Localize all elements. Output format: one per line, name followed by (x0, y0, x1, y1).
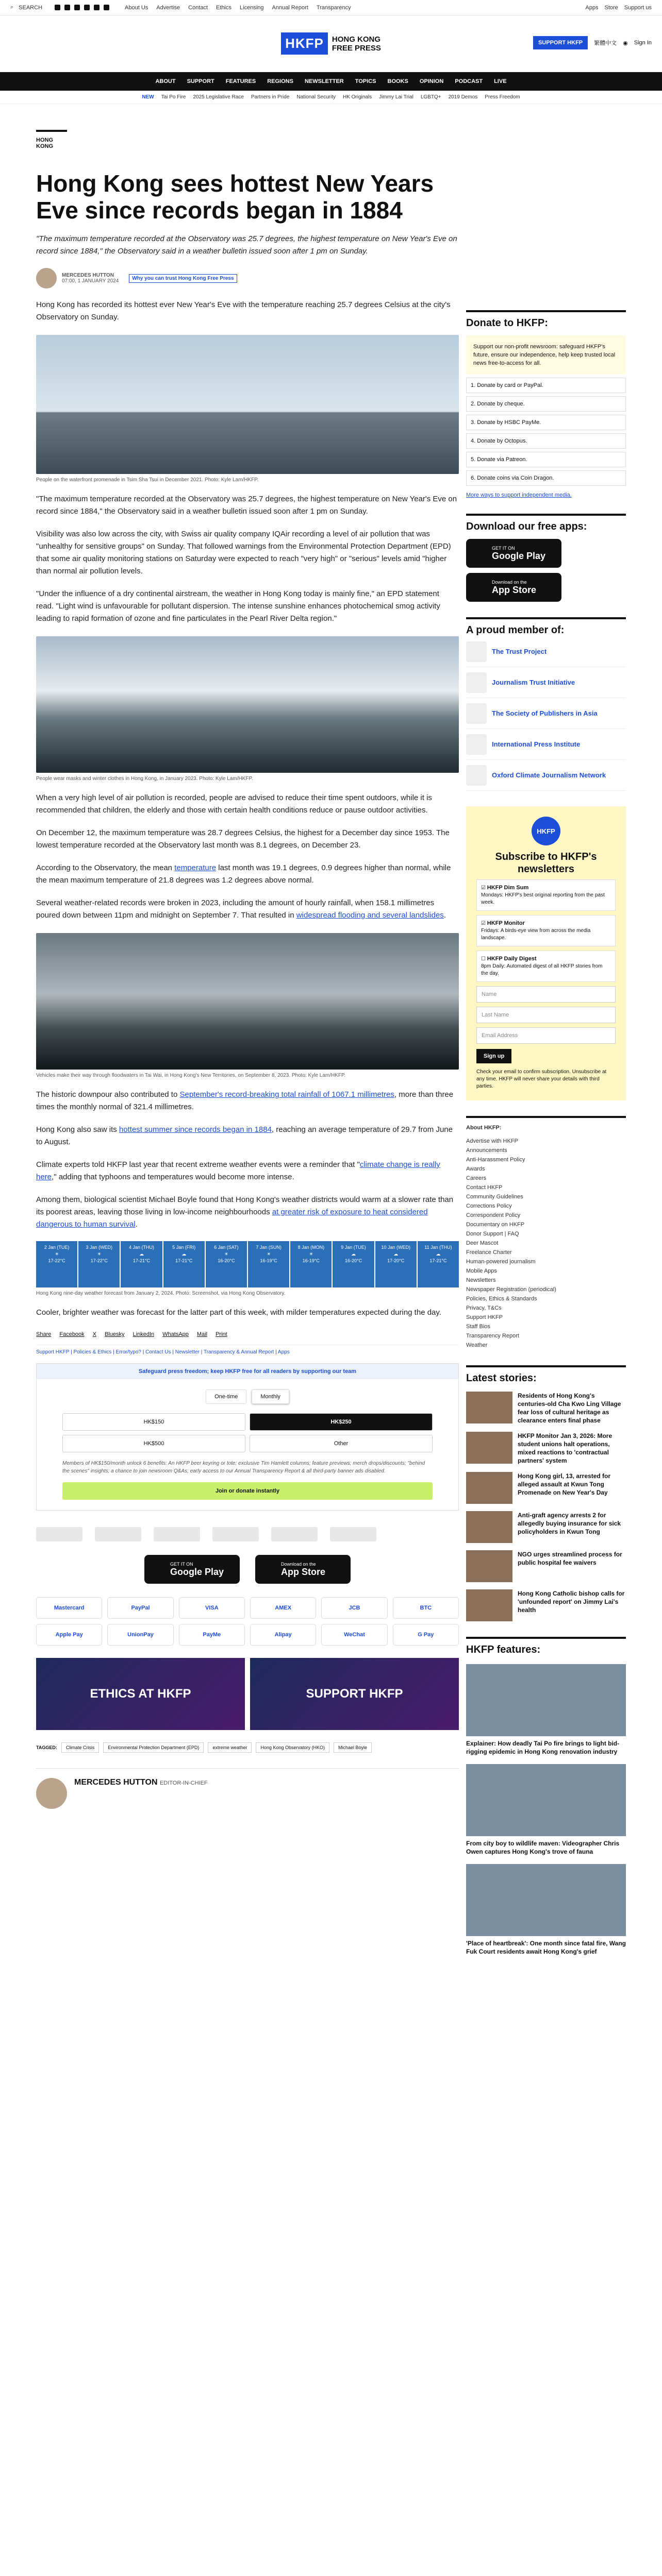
donation-header[interactable]: Safeguard press freedom; keep HKFP free for all readers by supporting our team (37, 1364, 458, 1379)
about-link[interactable]: Documentary on HKFP (466, 1222, 525, 1228)
about-link[interactable]: Announcements (466, 1147, 507, 1154)
latest-headline: NGO urges streamlined process for public hospital fee waivers (518, 1551, 622, 1566)
subnav-item[interactable]: Partners in Pride (251, 94, 290, 100)
publish-date: 07:00, 1 JANUARY 2024 (62, 278, 119, 284)
flood-photo (36, 933, 459, 1070)
subnav-item[interactable]: Jimmy Lai Trial (379, 94, 413, 100)
member-name: Journalism Trust Initiative (492, 679, 575, 686)
option-desc: Mondays: HKFP's best original reporting from the past week. (481, 892, 605, 905)
nav-books[interactable]: BOOKS (387, 78, 408, 84)
paragraph (36, 862, 459, 887)
latest-stories (466, 1365, 626, 1621)
member-logo-icon (466, 641, 487, 662)
about-link[interactable]: Privacy, T&Cs (466, 1305, 502, 1311)
more-ways-link[interactable]: More ways to support independent media. (466, 492, 572, 498)
paragraph: Visibility was also low across the city, with Swiss air quality company IQAir recording a level of air pollution that was "unhealthy for sensitive groups" on Sunday. That followed warnings from the Environmental Protection Department (EPD) that some air quality monitoring stations on Saturday were expected to reach "very high" or "serious" levels amid "higher than normal air pollution levels. (36, 530, 451, 575)
waterfront-photo (36, 335, 459, 474)
about-link[interactable]: Policies, Ethics & Standards (466, 1296, 537, 1302)
forecast-day: 8 Jan (MON) ☀ 16-19°C (290, 1241, 332, 1287)
latest-headline: HKFP Monitor Jan 3, 2026: More student unions halt operations, mixed reactions to 'contractual partners' system (518, 1432, 613, 1464)
share-mail[interactable]: Mail (196, 1331, 208, 1337)
about-link[interactable]: Corrections Policy (466, 1203, 512, 1209)
x-icon[interactable] (64, 5, 70, 10)
forecast-day: 6 Jan (SAT) ☀ 16-20°C (206, 1241, 247, 1287)
app-store-button[interactable] (255, 1555, 351, 1584)
latest-headline: Residents of Hong Kong's centuries-old Cha Kwo Ling Village fear loss of cultural heritage as clearance enters final phase (518, 1392, 621, 1424)
tag[interactable]: extreme weather (208, 1742, 252, 1753)
store-name: App Store (281, 1566, 326, 1577)
about-link[interactable]: Human-powered journalism (466, 1259, 536, 1265)
weather-forecast (36, 1241, 459, 1287)
about-list (466, 1116, 626, 1350)
paragraph: On December 12, the maximum temperature was 28.7 degrees Celsius, the highest for a December day since 1953. The lowest temperature recorded at the Observatory last month was 8.1 degrees, on December 23. (36, 828, 450, 850)
feature-item[interactable] (466, 1864, 626, 1956)
donation-box (36, 1363, 459, 1511)
about-link[interactable]: Weather (466, 1342, 488, 1348)
topbar-annual-report[interactable]: Annual Report (272, 4, 308, 11)
top-utility-bar (0, 0, 662, 15)
forecast-temp: 16-20°C (344, 1258, 362, 1263)
nav-topics[interactable]: TOPICS (355, 78, 376, 84)
text: Climate experts told HKFP last year that recent extreme weather events were a reminder that " (36, 1160, 360, 1169)
topbar-licensing[interactable]: Licensing (240, 4, 264, 11)
share-x[interactable]: X (92, 1331, 97, 1337)
inline-link[interactable]: at greater risk of exposure to heat considered dangerous to human survival (36, 1208, 428, 1229)
share-facebook[interactable]: Facebook (59, 1331, 85, 1337)
facebook-icon[interactable] (55, 5, 60, 10)
tab-one-time[interactable]: One-time (206, 1389, 246, 1404)
newsletter-title: Subscribe to HKFP's newsletters (495, 851, 597, 875)
feature-headline: Explainer: How deadly Tai Po fire brings to light bid-rigging epidemic in Hong Kong renovation industry (466, 1740, 620, 1755)
forecast-temp: 16-19°C (302, 1258, 320, 1263)
store-name: Google Play (170, 1566, 224, 1577)
option-desc: 8pm Daily: Automated digest of all HKFP stories from the day. (481, 963, 603, 976)
instagram-icon[interactable] (74, 5, 80, 10)
store-caption: GET IT ON (492, 545, 515, 551)
site-logo[interactable] (281, 32, 381, 55)
newsletter-option[interactable]: ☑ HKFP Dim Sum Mondays: HKFP's best original reporting from the past week. (476, 879, 616, 911)
about-link[interactable]: Contact HKFP (466, 1184, 503, 1191)
about-link[interactable]: Transparency Report (466, 1333, 519, 1339)
text: The historic downpour also contributed to (36, 1090, 180, 1099)
tab-monthly[interactable]: Monthly (252, 1389, 289, 1404)
text: . (443, 911, 446, 920)
payment-icon[interactable]: G Pay (393, 1624, 459, 1646)
youtube-icon[interactable] (84, 5, 90, 10)
latest-headline: Hong Kong girl, 13, arrested for alleged assault at Kwun Tong Promenade on New Year's Day (518, 1472, 611, 1496)
paragraph: When a very high level of air pollution is recorded, people are advised to reduce their time spent outdoors, while it is recommended that children, the elderly and those with certain health conditions reduce or pause outdoor activities. (36, 793, 432, 815)
topbar-advertise[interactable]: Advertise (156, 4, 180, 11)
latest-item[interactable] (466, 1432, 626, 1465)
share-bar (36, 1331, 459, 1337)
forecast-day: 2 Jan (TUE) ☀ 17-22°C (36, 1241, 77, 1287)
main-nav (0, 72, 662, 91)
latest-item[interactable] (466, 1589, 626, 1621)
forecast-date: 9 Jan (TUE) (341, 1245, 366, 1250)
signup-button[interactable]: Sign up (476, 1049, 511, 1063)
store-caption: GET IT ON (170, 1561, 193, 1567)
text: , reaching an average temperature of 29.7 from June to August. (36, 1125, 453, 1146)
store-name: App Store (492, 584, 537, 595)
photo-caption: Hong Kong nine-day weather forecast from January 2, 2024. Photo: Screenshot, via Hong Kong Observatory. (36, 1291, 286, 1296)
member-name: International Press Institute (492, 740, 581, 748)
member-title: A proud member of: (466, 617, 626, 636)
feature-headline: 'Place of heartbreak': One month since fatal fire, Wang Fuk Court residents await Hong Kong's grief (466, 1940, 626, 1955)
subnav-item[interactable]: HK Originals (342, 94, 372, 100)
newsletter-option[interactable]: ☑ HKFP Monitor Fridays: A birds-eye view from across the media landscape. (476, 915, 616, 946)
member-logo[interactable] (466, 636, 626, 667)
forecast-date: 3 Jan (WED) (86, 1245, 113, 1250)
features-list (466, 1637, 626, 1956)
latest-thumb (466, 1550, 512, 1582)
member-logo[interactable] (466, 760, 626, 791)
donate-title: Donate to HKFP: (466, 310, 626, 329)
article-footer-links[interactable]: Support HKFP | Policies & Ethics | Error/typo? | Contact Us | Newsletter | Transparency & Annual Report | Apps (36, 1345, 459, 1355)
subnav-item[interactable]: 2025 Legislative Race (193, 94, 244, 100)
text: . (135, 1220, 138, 1229)
topbar-contact[interactable]: Contact (188, 4, 208, 11)
inline-link[interactable]: temperature (174, 863, 217, 872)
text: Several weather-related records were broken in 2023, including the amount of hourly rainfall, when 158.1 millimetres poured down between 11pm and midnight on September 7. That resulted in (36, 899, 435, 920)
latest-thumb (466, 1432, 512, 1464)
forecast-day: 11 Jan (THU) ☁ 17-21°C (418, 1241, 459, 1287)
feature-item[interactable] (466, 1664, 626, 1756)
payment-icon[interactable]: AMEX (250, 1597, 316, 1619)
member-name: The Trust Project (492, 648, 547, 655)
tag[interactable]: Hong Kong Observatory (HKO) (256, 1742, 329, 1753)
trust-link[interactable]: Why you can trust Hong Kong Free Press (129, 274, 237, 283)
email-input[interactable]: Email Address (476, 1027, 616, 1044)
latest-headline: Anti-graft agency arrests 2 for allegedly buying insurance for sick policyholders in Kwun Tong (518, 1512, 621, 1535)
text: Among them, biological scientist Michael Boyle found that Hong Kong's weather districts would warm at a slower rate than its poorest areas, leaving those living in low-income neighbourhoods (36, 1195, 454, 1216)
hkfp-circle-logo: HKFP (532, 817, 560, 845)
telegram-icon[interactable] (104, 5, 109, 10)
forecast-date: 2 Jan (TUE) (44, 1245, 70, 1250)
partner-logo[interactable] (154, 1527, 200, 1541)
store-caption: Download on the (492, 579, 527, 585)
subnav-item[interactable]: Press Freedom (485, 94, 520, 100)
member-logo-icon (466, 703, 487, 724)
latest-item[interactable] (466, 1511, 626, 1543)
donate-option[interactable]: 6. Donate coins via Coin Dragon. (466, 470, 626, 486)
partner-logo[interactable] (271, 1527, 318, 1541)
article-title: Hong Kong sees hottest New Years Eve since records began in 1884 (36, 170, 434, 224)
feature-thumb (466, 1864, 626, 1936)
photo-caption: People on the waterfront promenade in Tsim Sha Tsui in December 2021. Photo: Kyle Lam/HKFP. (36, 477, 259, 483)
option-title: HKFP Daily Digest (487, 956, 537, 962)
paragraph (36, 1159, 459, 1183)
partner-logo[interactable] (36, 1527, 82, 1541)
topbar-transparency[interactable]: Transparency (316, 4, 351, 11)
share-print[interactable]: Print (216, 1331, 227, 1337)
payment-icon[interactable]: Alipay (250, 1624, 316, 1646)
share-linkedin[interactable]: LinkedIn (133, 1331, 155, 1337)
paragraph (36, 897, 459, 922)
new-badge: NEW (142, 94, 154, 100)
latest-item[interactable] (466, 1550, 626, 1582)
feature-headline: From city boy to wildlife maven: Videographer Chris Owen captures Hong Kong's trove of fauna (466, 1840, 620, 1855)
logo-line1: HONG KONG (332, 35, 381, 44)
join-button[interactable]: Join or donate instantly (62, 1482, 433, 1500)
forecast-day: 9 Jan (TUE) ☁ 16-20°C (333, 1241, 374, 1287)
forecast-temp: 17-22°C (90, 1258, 108, 1263)
topbar-store[interactable]: Store (604, 4, 618, 11)
nav-live[interactable]: LIVE (494, 78, 507, 84)
forecast-temp: 17-21°C (175, 1258, 193, 1263)
paragraph (36, 1124, 459, 1148)
share-label: Share (36, 1331, 52, 1337)
social-icons (55, 5, 109, 10)
forecast-day: 10 Jan (WED) ☁ 17-20°C (375, 1241, 417, 1287)
store-caption: Download on the (281, 1561, 316, 1567)
forecast-date: 10 Jan (WED) (381, 1245, 410, 1250)
paragraph (36, 1194, 459, 1231)
subnav-item[interactable]: LGBTQ+ (420, 94, 441, 100)
share-whatsapp[interactable]: WhatsApp (162, 1331, 189, 1337)
paragraph: "Under the influence of a dry continental airstream, the weather in Hong Kong today is mainly fine," an EPD statement read. "Light wind is unfavourable for pollutant dispersion. The intense sunshine enhances photochemical smog activity leading to rapid formation of ozone and fine particulates in the Pearl River Delta region." (36, 589, 440, 623)
forecast-date: 8 Jan (MON) (297, 1245, 325, 1250)
name-input[interactable]: Name (476, 986, 616, 1003)
support-hkfp-button[interactable]: SUPPORT HKFP (533, 36, 588, 49)
forecast-day: 4 Jan (THU) ☁ 17-21°C (121, 1241, 162, 1287)
about-link[interactable]: Awards (466, 1166, 485, 1172)
trending-nav (0, 91, 662, 104)
tag[interactable]: Climate Crisis (61, 1742, 100, 1753)
membership-note: Members of HK$150/month unlock 6 benefits: An HKFP beer keyring or tote; exclusive Tim Hamlett columns; feature previews; merch drops/discounts; "behind the scenes" insights; a chance to join newsroom Q&As; early access to our Annual Transparency Report & all third-party banner ads disabled. (62, 1461, 425, 1474)
article-category[interactable]: HONG KONG (36, 130, 67, 149)
search-icon[interactable]: ⌕ (10, 4, 14, 10)
nav-regions[interactable]: REGIONS (267, 78, 293, 84)
about-title: About HKFP: (466, 1116, 626, 1132)
partner-logo[interactable] (212, 1527, 259, 1541)
latest-headline: Hong Kong Catholic bishop calls for 'unfounded report' on Jimmy Lai's health (518, 1590, 625, 1614)
paragraph: Cooler, brighter weather was forecast for the latter part of this week, with milder temperatures expected during the day. (36, 1308, 441, 1317)
feature-item[interactable] (466, 1764, 626, 1856)
latest-item[interactable] (466, 1392, 626, 1425)
forecast-date: 5 Jan (FRI) (172, 1245, 196, 1250)
author-box (36, 1768, 459, 1809)
search-link[interactable]: SEARCH (19, 4, 43, 11)
forecast-temp: 17-22°C (48, 1258, 65, 1263)
about-link[interactable]: Newsletters (466, 1277, 496, 1283)
nav-support[interactable]: SUPPORT (187, 78, 214, 84)
author-role: EDITOR-IN-CHIEF (159, 1780, 208, 1786)
payment-icon[interactable]: UnionPay (107, 1624, 173, 1646)
promo-banners (36, 1658, 459, 1730)
latest-thumb (466, 1511, 512, 1543)
text: last month was 19.1 degrees, 0.9 degrees higher than normal, while the mean maximum temperature of 21.8 degrees was 1.2 degrees above normal. (36, 863, 451, 885)
member-logo[interactable] (466, 698, 626, 729)
sidebar (466, 310, 626, 1971)
member-name: The Society of Publishers in Asia (492, 709, 598, 717)
about-link[interactable]: Deer Mascot (466, 1240, 499, 1246)
about-link[interactable]: Anti-Harassment Policy (466, 1157, 525, 1163)
forecast-date: 6 Jan (SAT) (214, 1245, 239, 1250)
masks-photo (36, 636, 459, 773)
about-link[interactable]: Staff Bios (466, 1324, 490, 1330)
inline-link[interactable]: September's record-breaking total rainfall of 1067.1 millimetres (179, 1090, 394, 1099)
paragraph: "The maximum temperature recorded at the Observatory was 25.7 degrees, the highest temperature on New Year's Eve on record since 1884," the Observatory said in a weather bulletin issued soon after 1 pm on Sunday. (36, 495, 457, 516)
amount-500[interactable]: HK$500 (62, 1435, 245, 1452)
partner-logo[interactable] (330, 1527, 376, 1541)
donate-option[interactable]: 3. Donate by HSBC PayMe. (466, 415, 626, 430)
latest-thumb (466, 1392, 512, 1423)
latest-item[interactable] (466, 1472, 626, 1504)
tag[interactable]: Environmental Protection Department (EPD) (103, 1742, 204, 1753)
forecast-day: 5 Jan (FRI) ☁ 17-21°C (163, 1241, 205, 1287)
store-name: Google Play (492, 550, 546, 561)
user-icon[interactable]: ◉ (623, 40, 628, 46)
payment-icon[interactable]: Apple Pay (36, 1624, 102, 1646)
newsletter-signup (466, 806, 626, 1100)
donate-option[interactable]: 5. Donate via Patreon. (466, 452, 626, 467)
inline-link[interactable]: climate change is really here (36, 1160, 440, 1181)
paragraph: Hong Kong has recorded its hottest ever New Year's Eve with the temperature reaching 25.7 degrees Celsius at the city's Observatory on Sunday. (36, 300, 451, 321)
amount-250[interactable]: HK$250 (250, 1413, 433, 1431)
nav-features[interactable]: FEATURES (225, 78, 256, 84)
author-avatar (36, 1778, 67, 1809)
member-name: Oxford Climate Journalism Network (492, 771, 606, 779)
nav-newsletter[interactable]: NEWSLETTER (304, 78, 344, 84)
payment-icon[interactable]: PayMe (179, 1624, 245, 1646)
linkedin-icon[interactable] (94, 5, 100, 10)
tagged-label: TAGGED: (36, 1745, 57, 1750)
donate-option[interactable]: 4. Donate by Octopus. (466, 433, 626, 449)
payment-icon[interactable]: VISA (179, 1597, 245, 1619)
nav-opinion[interactable]: OPINION (419, 78, 444, 84)
nav-podcast[interactable]: PODCAST (455, 78, 483, 84)
site-header (0, 15, 662, 72)
google-play-button[interactable] (144, 1555, 240, 1584)
article-lede: "The maximum temperature recorded at the Observatory was 25.7 degrees, the highest temperature on New Year's Eve on record since 1884," the Observatory said in a weather bulletin issued soon after 1 pm on Sunday. (36, 234, 457, 256)
member-logo-icon (466, 672, 487, 693)
apps-title: Download our free apps: (466, 514, 626, 533)
about-link[interactable]: Newspaper Registration (periodical) (466, 1286, 556, 1293)
payment-icon[interactable]: PayPal (107, 1597, 173, 1619)
support-banner[interactable]: SUPPORT HKFP (250, 1658, 459, 1730)
member-logo[interactable] (466, 729, 626, 760)
latest-thumb (466, 1589, 512, 1621)
amount-150[interactable]: HK$150 (62, 1413, 245, 1431)
topbar-apps[interactable]: Apps (585, 4, 599, 11)
forecast-temp: 16-19°C (260, 1258, 277, 1263)
photo-caption: People wear masks and winter clothes in Hong Kong, in January 2023. Photo: Kyle Lam/HKFP. (36, 776, 253, 782)
share-bluesky[interactable]: Bluesky (105, 1331, 125, 1337)
feature-thumb (466, 1664, 626, 1736)
forecast-temp: 17-21°C (429, 1258, 447, 1263)
option-desc: Fridays: A birds-eye view from across the media landscape. (481, 928, 591, 941)
feature-thumb (466, 1764, 626, 1836)
byline (36, 268, 459, 289)
about-link[interactable]: Donor Support | FAQ (466, 1231, 519, 1237)
about-link[interactable]: Correspondent Policy (466, 1212, 521, 1218)
logo-mark: HKFP (281, 32, 328, 55)
google-play-button[interactable] (466, 539, 561, 568)
about-link[interactable]: Support HKFP (466, 1314, 503, 1320)
language-switch[interactable]: 繁體中文 (594, 40, 617, 46)
topbar-ethics[interactable]: Ethics (216, 4, 232, 11)
text: ," adding that typhoons and temperatures would become more intense. (52, 1173, 294, 1181)
about-link[interactable]: Freelance Charter (466, 1249, 512, 1256)
subnav-item[interactable]: National Security (296, 94, 336, 100)
forecast-day: 7 Jan (SUN) ☀ 16-19°C (248, 1241, 289, 1287)
forecast-temp: 16-20°C (218, 1258, 235, 1263)
payment-methods (36, 1597, 459, 1646)
author-name[interactable]: MERCEDES HUTTON (74, 1778, 158, 1787)
subnav-item[interactable]: Tai Po Fire (161, 94, 186, 100)
forecast-day: 3 Jan (WED) ☀ 17-22°C (78, 1241, 120, 1287)
text: , more than three times the monthly normal of 321.4 millimetres. (36, 1090, 454, 1111)
article (36, 104, 459, 1809)
option-title: HKFP Monitor (487, 920, 525, 926)
payment-icon[interactable]: WeChat (321, 1624, 387, 1646)
forecast-date: 4 Jan (THU) (129, 1245, 155, 1250)
inline-link[interactable]: hottest summer since records began in 1884 (119, 1125, 272, 1134)
text: Hong Kong also saw its (36, 1125, 119, 1134)
member-logo[interactable] (466, 667, 626, 698)
article-tags (36, 1742, 459, 1753)
topbar-about[interactable]: About Us (125, 4, 148, 11)
payment-icon[interactable]: JCB (321, 1597, 387, 1619)
newsletter-option[interactable]: ☐ HKFP Daily Digest 8pm Daily: Automated digest of all HKFP stories from the day. (476, 951, 616, 982)
donate-option[interactable]: 2. Donate by cheque. (466, 396, 626, 412)
author-name[interactable]: MERCEDES HUTTON (62, 273, 114, 278)
member-logo-icon (466, 765, 487, 786)
tag[interactable]: Michael Boyle (334, 1742, 372, 1753)
forecast-temp: 17-20°C (387, 1258, 405, 1263)
author-avatar (36, 268, 57, 289)
forecast-temp: 17-21°C (133, 1258, 151, 1263)
sign-in-link[interactable]: Sign In (634, 40, 652, 46)
member-logo-icon (466, 734, 487, 755)
payment-icon[interactable]: Mastercard (36, 1597, 102, 1619)
partner-logo[interactable] (95, 1527, 141, 1541)
app-store-button[interactable] (466, 573, 561, 602)
text: According to the Observatory, the mean (36, 863, 175, 872)
payment-icon[interactable]: BTC (393, 1597, 459, 1619)
about-link[interactable]: Careers (466, 1175, 487, 1181)
inline-link[interactable]: widespread flooding and several landslides (296, 911, 444, 920)
forecast-date: 7 Jan (SUN) (256, 1245, 282, 1250)
newsletter-note: Check your email to confirm subscription. Unsubscribe at any time. HKFP will never share your details with third parties. (476, 1069, 607, 1089)
about-link[interactable]: Advertise with HKFP (466, 1138, 518, 1144)
photo-caption: Vehicles make their way through floodwaters in Tai Wai, in Hong Kong's New Territories, on September 8, 2023. Photo: Kyle Lam/HKFP. (36, 1073, 346, 1078)
logo-line2: FREE PRESS (332, 43, 381, 53)
partner-logos (36, 1527, 459, 1541)
about-link[interactable]: Community Guidelines (466, 1194, 523, 1200)
latest-thumb (466, 1472, 512, 1504)
amount-other[interactable]: Other (250, 1435, 433, 1452)
forecast-date: 11 Jan (THU) (424, 1245, 452, 1250)
paragraph (36, 1089, 459, 1113)
ethics-banner[interactable]: ETHICS AT HKFP (36, 1658, 245, 1730)
nav-about[interactable]: ABOUT (155, 78, 176, 84)
latest-title: Latest stories: (466, 1365, 626, 1384)
option-title: HKFP Dim Sum (487, 885, 529, 891)
features-title: HKFP features: (466, 1637, 626, 1656)
donate-text: Support our non-profit newsroom: safeguard HKFP's future, ensure our independence, help keep trusted local news free-to-access for all. (466, 335, 626, 375)
last-name-input[interactable]: Last Name (476, 1007, 616, 1023)
donate-option[interactable]: 1. Donate by card or PayPal. (466, 378, 626, 393)
subnav-item[interactable]: 2019 Demos (448, 94, 478, 100)
about-link[interactable]: Mobile Apps (466, 1268, 497, 1274)
topbar-support[interactable]: Support us (624, 4, 652, 11)
app-store-buttons (36, 1555, 459, 1584)
